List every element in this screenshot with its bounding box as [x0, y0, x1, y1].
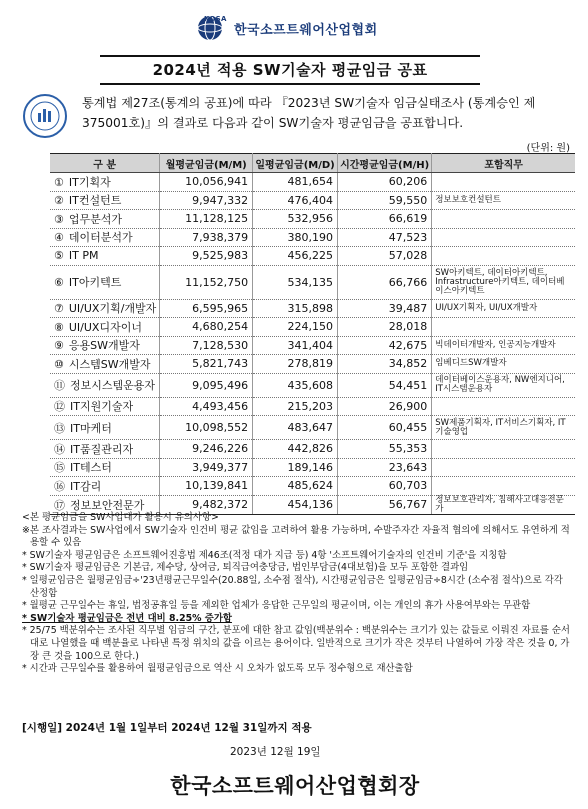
table-row — [50, 318, 575, 337]
table-row — [50, 397, 575, 416]
table-row — [50, 373, 575, 397]
wage-table — [50, 153, 575, 515]
row-jobs: 정보보호관리자, 침해사고대응전문가 — [432, 495, 575, 514]
row-monthly: 9,482,372 — [160, 495, 253, 514]
row-name: IT감리 — [70, 479, 102, 493]
unit-label: (단위: 원) — [526, 143, 570, 154]
intro-paragraph: 통계법 제27조(통계의 공표)에 따라 『2023년 SW기술자 임금실태조사 (통계승인 제375001호)』의 결과로 다음과 같이 SW기술자 평균임금을 공표합니다. — [82, 96, 536, 130]
row-hourly: 28,018 — [338, 318, 432, 337]
row-monthly: 6,595,965 — [160, 299, 253, 318]
row-daily: 435,608 — [253, 373, 338, 397]
row-daily: 483,647 — [253, 416, 338, 440]
page-title: 2024년 적용 SW기술자 평균임금 공표 — [100, 55, 480, 85]
row-number: ③ — [54, 212, 64, 226]
row-hourly: 23,643 — [338, 458, 432, 477]
row-name: IT기획자 — [68, 175, 111, 189]
row-number: ⑩ — [54, 357, 64, 371]
row-monthly: 11,128,125 — [160, 210, 253, 229]
row-name: 데이터분석가 — [68, 231, 133, 245]
row-hourly: 56,767 — [338, 495, 432, 514]
row-hourly: 42,675 — [338, 336, 432, 355]
row-monthly: 5,821,743 — [160, 355, 253, 374]
row-hourly: 57,028 — [338, 247, 432, 266]
table-row — [50, 336, 575, 355]
row-name: 정보보안전문가 — [70, 498, 145, 512]
row-jobs: SW아키텍트, 데이터아키텍트, Infrastructure아키텍트, 데이터베이스아키텍트 — [432, 265, 575, 299]
header-category: 구 분 — [50, 154, 160, 173]
row-number: ⑬ — [54, 421, 65, 435]
row-name: IT마케터 — [70, 421, 112, 435]
row-category — [50, 247, 160, 266]
notes-section — [22, 512, 570, 676]
note-6: * SW기술자 평균임금은 전년 대비 8.25% 증가함 — [22, 612, 232, 624]
row-number: ⑭ — [54, 442, 65, 456]
row-number: ⑤ — [54, 249, 64, 263]
row-hourly: 39,487 — [338, 299, 432, 318]
row-name: IT테스터 — [70, 461, 112, 475]
logo-text: KOSA — [204, 15, 227, 23]
row-jobs: 정보보호컨설턴트 — [432, 191, 575, 210]
row-category — [50, 440, 160, 459]
row-hourly: 34,852 — [338, 355, 432, 374]
row-hourly: 66,766 — [338, 265, 432, 299]
row-category — [50, 373, 160, 397]
row-daily: 454,136 — [253, 495, 338, 514]
row-daily: 476,404 — [253, 191, 338, 210]
row-daily: 481,654 — [253, 173, 338, 192]
notes-heading: <본 평균임금을 SW사업대가 활용시 유의사항> — [22, 512, 219, 523]
table-row — [50, 440, 575, 459]
row-monthly: 4,493,456 — [160, 397, 253, 416]
row-daily: 534,135 — [253, 265, 338, 299]
header-hourly: 시간평균임금(M/H) — [338, 154, 432, 173]
table-row — [50, 247, 575, 266]
row-name: 시스템SW개발자 — [68, 357, 151, 371]
row-name: IT지원기술자 — [70, 400, 134, 414]
row-jobs — [432, 318, 575, 337]
row-number: ⑪ — [54, 379, 65, 392]
row-monthly: 7,938,379 — [160, 228, 253, 247]
note-1: ※본 조사결과는 SW사업에서 SW기술자 인건비 평균 값임을 고려하여 활용 가능하며, 수발주자간 자율적 협의에 의해서도 유연하게 적용할 수 있음 — [22, 524, 570, 549]
table-row — [50, 191, 575, 210]
row-number: ⑯ — [54, 479, 65, 493]
row-daily: 485,624 — [253, 477, 338, 496]
row-category — [50, 210, 160, 229]
row-number: ② — [54, 194, 64, 208]
row-name: UI/UX기획/개발자 — [68, 302, 157, 316]
row-name: UI/UX디자이너 — [68, 320, 142, 334]
row-category — [50, 318, 160, 337]
row-hourly: 60,703 — [338, 477, 432, 496]
header-daily: 일평균임금(M/D) — [253, 154, 338, 173]
row-monthly: 9,525,983 — [160, 247, 253, 266]
table-row — [50, 299, 575, 318]
row-jobs: SW제품기획자, IT서비스기획자, IT기술영업 — [432, 416, 575, 440]
row-jobs — [432, 210, 575, 229]
note-8: * 시간과 근무일수를 활용하여 월평균임금으로 역산 시 오차가 없도록 모두 정수형으로 재산출함 — [22, 663, 413, 675]
header-monthly: 월평균임금(M/M) — [160, 154, 253, 173]
table-row — [50, 210, 575, 229]
row-hourly: 60,455 — [338, 416, 432, 440]
note-5: * 월평균 근무일수는 휴일, 법정공휴일 등을 제외한 업체가 응답한 근무일의 평균이며, 이는 개인의 휴가 사용여부와는 무관함 — [22, 600, 531, 612]
row-number: ⑰ — [54, 498, 65, 512]
signature: 한국소프트웨어산업협회장 — [170, 774, 420, 798]
row-daily: 315,898 — [253, 299, 338, 318]
row-jobs — [432, 477, 575, 496]
row-number: ① — [54, 175, 64, 189]
note-3: * SW기술자 평균임금은 기본급, 제수당, 상여금, 퇴직급여충당금, 법인부담금(4대보험)을 모두 포함한 결과임 — [22, 562, 469, 574]
row-number: ⑧ — [54, 320, 64, 334]
row-category — [50, 416, 160, 440]
effective-period: [시행일] 2024년 1월 1일부터 2024년 12월 31일까지 적용 — [22, 722, 312, 734]
row-daily: 532,956 — [253, 210, 338, 229]
row-name: IT PM — [68, 249, 99, 263]
table-header-row — [50, 154, 575, 173]
row-jobs — [432, 173, 575, 192]
row-category — [50, 265, 160, 299]
row-daily: 341,404 — [253, 336, 338, 355]
row-monthly: 7,128,530 — [160, 336, 253, 355]
row-jobs — [432, 228, 575, 247]
row-category — [50, 458, 160, 477]
table-row — [50, 416, 575, 440]
row-name: 정보시스템운용자 — [70, 379, 156, 392]
table-row — [50, 477, 575, 496]
row-jobs: UI/UX기획자, UI/UX개발자 — [432, 299, 575, 318]
row-monthly: 11,152,750 — [160, 265, 253, 299]
header-logo — [196, 13, 396, 41]
row-monthly: 10,098,552 — [160, 416, 253, 440]
row-daily: 215,203 — [253, 397, 338, 416]
row-number: ⑨ — [54, 339, 64, 353]
row-hourly: 60,206 — [338, 173, 432, 192]
row-daily: 278,819 — [253, 355, 338, 374]
row-number: ⑥ — [54, 276, 64, 289]
row-jobs — [432, 397, 575, 416]
header-jobs: 포함직무 — [432, 154, 575, 173]
row-daily: 456,225 — [253, 247, 338, 266]
row-hourly: 66,619 — [338, 210, 432, 229]
row-name: IT아키텍트 — [68, 276, 122, 289]
row-hourly: 55,353 — [338, 440, 432, 459]
row-number: ⑦ — [54, 302, 64, 316]
row-monthly: 9,246,226 — [160, 440, 253, 459]
row-jobs — [432, 247, 575, 266]
row-monthly: 4,680,254 — [160, 318, 253, 337]
row-jobs: 임베디드SW개발자 — [432, 355, 575, 374]
row-jobs — [432, 440, 575, 459]
table-row — [50, 173, 575, 192]
row-hourly: 47,523 — [338, 228, 432, 247]
row-hourly: 26,900 — [338, 397, 432, 416]
row-name: 업무분석가 — [68, 212, 123, 226]
row-category — [50, 173, 160, 192]
note-4: * 일평균임금은 월평균임금÷'23년평균근무일수(20.88일, 소수점 절삭), 시간평균임금은 일평균임금÷8시간 (소수점 절삭)으로 각각 산정함 — [22, 574, 563, 599]
row-monthly: 10,139,841 — [160, 477, 253, 496]
row-hourly: 54,451 — [338, 373, 432, 397]
row-number: ⑫ — [54, 400, 65, 414]
row-monthly: 3,949,377 — [160, 458, 253, 477]
row-monthly: 9,947,332 — [160, 191, 253, 210]
table-row — [50, 458, 575, 477]
issue-date: 2023년 12월 19일 — [230, 746, 321, 758]
org-name: 한국소프트웨어산업협회 — [234, 23, 378, 38]
table-row — [50, 355, 575, 374]
statistics-seal-icon — [22, 93, 68, 139]
table-row — [50, 228, 575, 247]
row-number: ④ — [54, 231, 64, 245]
row-daily: 380,190 — [253, 228, 338, 247]
row-daily: 442,826 — [253, 440, 338, 459]
row-category — [50, 397, 160, 416]
row-category — [50, 477, 160, 496]
row-monthly: 9,095,496 — [160, 373, 253, 397]
row-category — [50, 299, 160, 318]
row-daily: 224,150 — [253, 318, 338, 337]
row-category — [50, 355, 160, 374]
row-daily: 189,146 — [253, 458, 338, 477]
row-number: ⑮ — [54, 461, 65, 475]
note-7: * 25/75 백분위수는 조사된 직무별 임금의 구간, 분포에 대한 참고 값임(백분위수 : 백분위수는 크기가 있는 값들로 이뤄진 자료를 순서대로 나열했을 때 백분율로 나타낸 특정 위치의 값을 이르는 용어이다. 일반적으로 크기가 작은 것부터 나열하여 가장 작은 것을 0, 가장 큰 것을 100으로 한다.) — [22, 625, 570, 662]
row-name: IT컨설턴트 — [68, 194, 122, 208]
row-monthly: 10,056,941 — [160, 173, 253, 192]
table-row — [50, 265, 575, 299]
row-category — [50, 228, 160, 247]
row-name: 응용SW개발자 — [68, 339, 140, 353]
row-category — [50, 191, 160, 210]
row-name: IT품질관리자 — [70, 442, 134, 456]
row-jobs: 데이터베이스운용자, NW엔지니어, IT시스템운용자 — [432, 373, 575, 397]
note-2: * SW기술자 평균임금은 소프트웨어진흥법 제46조(적정 대가 지급 등) 4항 '소프트웨어기술자의 인건비 기준'을 지칭함 — [22, 549, 507, 561]
row-hourly: 59,550 — [338, 191, 432, 210]
row-jobs — [432, 458, 575, 477]
row-jobs: 빅데이터개발자, 인공지능개발자 — [432, 336, 575, 355]
row-category — [50, 336, 160, 355]
